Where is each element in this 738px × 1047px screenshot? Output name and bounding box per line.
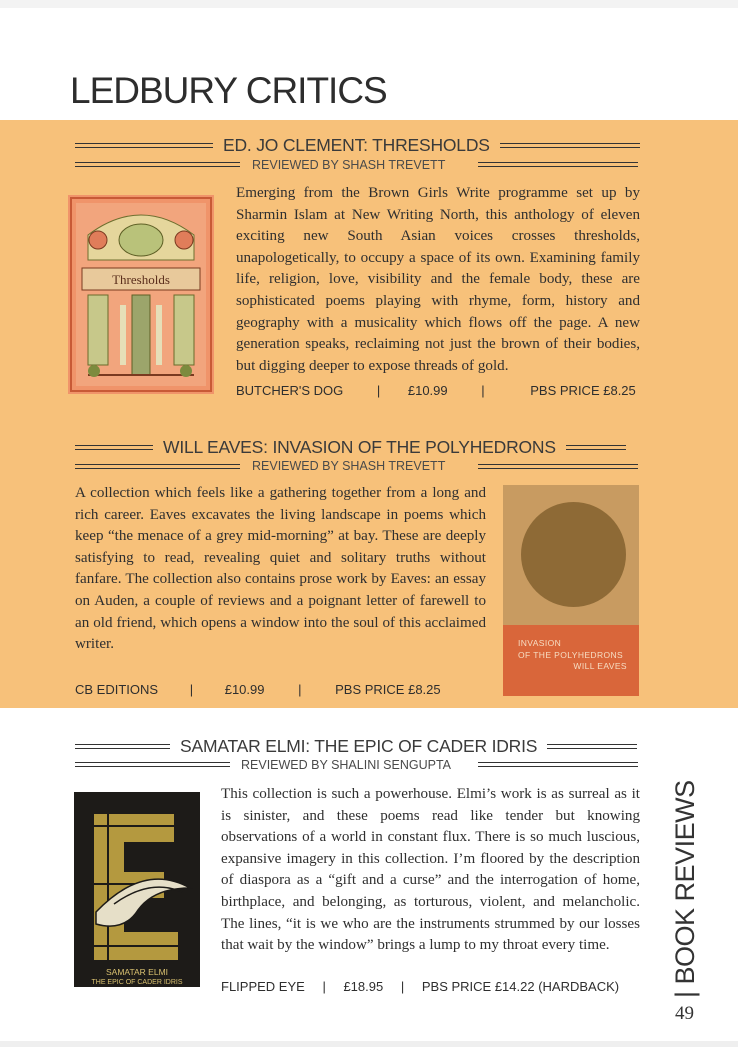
cader-idris-cover-art	[74, 792, 200, 987]
polyhedrons-cover	[503, 485, 639, 696]
page-title: LEDBURY CRITICS	[70, 70, 387, 111]
review-2-publication	[75, 682, 441, 697]
rule	[478, 464, 638, 469]
section-label	[668, 758, 702, 998]
review-2-reviewer: REVIEWED BY SHASH TREVETT	[252, 459, 446, 473]
review-1-title: ED. JO CLEMENT: THRESHOLDS	[223, 135, 490, 155]
thresholds-cover-title: Thresholds	[112, 272, 170, 287]
separator: |	[322, 979, 326, 994]
thresholds-cover-art	[68, 195, 214, 394]
section-label-text	[668, 758, 702, 998]
rule	[75, 464, 240, 469]
review-1-reviewer: REVIEWED BY SHASH TREVETT	[252, 158, 446, 172]
review-3-price: £18.95	[343, 979, 384, 994]
review-2-heading	[75, 437, 626, 458]
separator: |	[481, 383, 485, 398]
separator: |	[400, 979, 405, 994]
review-1-heading	[75, 135, 640, 156]
review-3-reviewer: REVIEWED BY SHALINI SENGUPTA	[241, 758, 452, 772]
polyhedrons-cover-title-1: INVASION	[518, 638, 562, 648]
review-3-pbs-price: PBS PRICE £14.22 (HARDBACK)	[421, 979, 620, 994]
cader-idris-cover	[74, 792, 200, 987]
polyhedrons-cover-circle	[521, 502, 626, 607]
polyhedrons-cover-title-2: OF THE POLYHEDRONS	[518, 650, 624, 660]
rule	[75, 744, 170, 749]
rule	[478, 762, 638, 767]
review-2-title: WILL EAVES: INVASION OF THE POLYHEDRONS	[163, 437, 556, 457]
bottom-edge	[0, 1041, 738, 1047]
rule	[500, 143, 640, 148]
separator: |	[376, 383, 381, 398]
separator: |	[298, 682, 302, 697]
rule	[75, 445, 153, 450]
review-1-text: Emerging from the Brown Girls Write programme set up by Sharmin Islam at New Writing North, this anthology of eleven exciting new South Asian voices crosses thresholds, unapologetically, to occupy a space of its own. Examining family life, religion, love, visibility and the female body, these are sophisticated poems playing with rhyme, form, history and geography with a musicality which flows off the page. A new generation speaks, reclaiming not just the brown of their bodies, but digging deeper to expose threads of gold.	[236, 185, 640, 374]
rule	[566, 445, 626, 450]
review-1-pbs-price: PBS PRICE £8.25	[530, 383, 636, 398]
separator: |	[189, 682, 194, 697]
polyhedrons-cover-author: WILL EAVES	[573, 661, 627, 671]
review-3-title: SAMATAR ELMI: THE EPIC OF CADER IDRIS	[180, 736, 538, 756]
rule	[75, 143, 213, 148]
review-3-text: This collection is such a powerhouse. Elmi’s work is as surreal as it is sinister, and these poems read like tender but knowing observations of a world in constant flux. There is so much luscious, expansive imagery in this collection. I’m floored by the description of diaspora as a “gift and a curse” and the interrogation of home, birthplace, and belonging, as torturous, violent, and melancholic. The lines, “it is we who are the instruments strummed by our losses that wait by the window” brings a lump to my throat every time.	[221, 786, 640, 954]
review-2-publisher: CB EDITIONS	[75, 682, 159, 697]
rule	[75, 762, 230, 767]
top-edge	[0, 0, 738, 8]
rule	[75, 162, 240, 167]
rule	[478, 162, 638, 167]
review-3-publication	[221, 979, 619, 994]
review-2-price: £10.99	[224, 682, 265, 697]
review-3-publisher: FLIPPED EYE	[221, 979, 305, 994]
review-1-publication	[236, 383, 636, 398]
review-1-price: £10.99	[407, 383, 448, 398]
cader-idris-cover-title: THE EPIC OF CADER IDRIS	[91, 979, 183, 986]
rule	[547, 744, 637, 749]
thresholds-cover	[68, 195, 214, 394]
review-2-pbs-price: PBS PRICE £8.25	[335, 682, 441, 697]
cader-idris-cover-author: SAMATAR ELMI	[105, 967, 169, 977]
separator: |	[670, 991, 700, 998]
review-1-publisher: BUTCHER'S DOG	[236, 383, 344, 398]
book-reviews-label: BOOK REVIEWS	[670, 780, 700, 985]
review-3-heading	[75, 736, 637, 757]
review-2-text: A collection which feels like a gathering together from a long and rich career. Eaves excavates the living landscape in poems which keep “the menace of a grey mid-morning” at bay. These are deeply satisfying to read, revealing quiet and solitary truths without fanfare. The collection also contains prose work by Eaves: an essay on Auden, a couple of reviews and a poignant letter of farewell to an old friend, which opens a window into the soul of this acclaimed writer.	[75, 485, 486, 653]
page-number: 49	[675, 1003, 694, 1024]
polyhedrons-cover-strip	[503, 625, 639, 696]
